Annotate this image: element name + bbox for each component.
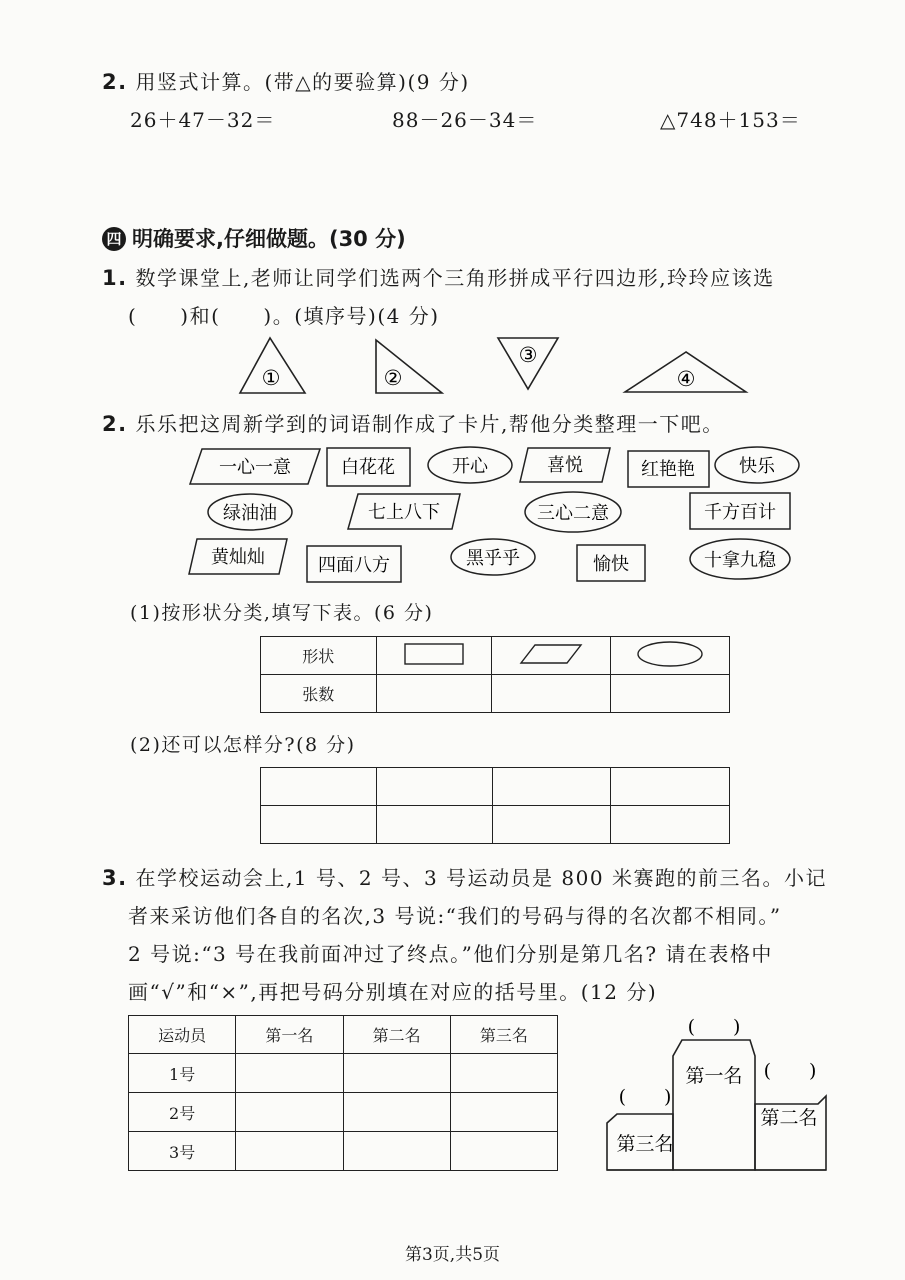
answer-cell[interactable]: [376, 768, 492, 806]
answer-cell[interactable]: [236, 1054, 343, 1093]
row-label: 张数: [261, 675, 377, 713]
section-title: 明确要求,仔细做题。(30 分): [132, 227, 406, 251]
parallelogram-shape: [519, 641, 583, 667]
triangle-2-label: ②: [383, 366, 403, 390]
card-text: 黄灿灿: [211, 547, 265, 568]
card-text: 快乐: [739, 456, 775, 477]
row-label: 1号: [129, 1054, 236, 1093]
triangle-3-label: ③: [518, 343, 538, 367]
s4-question-2: [102, 408, 724, 437]
question-number: 2.: [102, 70, 128, 94]
card-text: 十拿九稳: [704, 550, 776, 571]
third-place-label: 第三名: [616, 1133, 674, 1155]
answer-cell[interactable]: [611, 675, 730, 713]
table-row: [261, 637, 730, 675]
table-row: [261, 768, 730, 806]
answer-cell[interactable]: [611, 768, 730, 806]
shape-parallelogram-cell: [492, 637, 611, 675]
answer-cell[interactable]: [376, 806, 492, 844]
answer-cell[interactable]: [450, 1093, 557, 1132]
question-number: 3.: [102, 866, 128, 890]
card-text: 喜悦: [547, 455, 583, 476]
question-text-line3: 2 号说:“3 号在我前面冲过了终点。”他们分别是第几名? 请在表格中: [128, 942, 773, 966]
table-row: [261, 675, 730, 713]
card-text: 愉快: [593, 554, 629, 575]
table-row: [129, 1093, 558, 1132]
question-text-line1: 在学校运动会上,1 号、2 号、3 号运动员是 800 米赛跑的前三名。小记: [135, 866, 827, 890]
question-2: [102, 66, 470, 95]
answer-cell[interactable]: [492, 806, 611, 844]
triangle-4-label: ④: [676, 367, 696, 391]
card-text: 一心一意: [219, 457, 291, 478]
shape-count-table: [260, 636, 730, 713]
answer-cell[interactable]: [261, 768, 377, 806]
sub-question-1: (1)按形状分类,填写下表。(6 分): [130, 602, 434, 624]
answer-cell[interactable]: [492, 768, 611, 806]
expression-3: △748＋153＝: [660, 108, 801, 132]
card-text: 三心二意: [537, 503, 609, 524]
question-text-line4: 画“√”和“×”,再把号码分别填在对应的括号里。(12 分): [128, 980, 658, 1004]
card-text: 开心: [452, 456, 488, 477]
card-text: 白花花: [341, 457, 395, 478]
podium-figure: [590, 1010, 850, 1180]
answer-cell[interactable]: [611, 806, 730, 844]
card-text: 千方百计: [704, 502, 776, 523]
ranking-table: [128, 1015, 558, 1171]
triangle-1-label: ①: [261, 366, 281, 390]
first-place-bracket[interactable]: ( ): [687, 1016, 741, 1038]
question-text-line2: 者来采访他们各自的名次,3 号说:“我们的号码与得的名次都不相同。”: [128, 904, 782, 928]
card-text: 红艳艳: [641, 459, 695, 480]
row-label: 形状: [261, 637, 377, 675]
third-place-bracket[interactable]: ( ): [618, 1086, 672, 1108]
second-place-bracket[interactable]: ( ): [763, 1060, 817, 1082]
answer-cell[interactable]: [343, 1054, 450, 1093]
table-row: [129, 1054, 558, 1093]
answer-cell[interactable]: [236, 1132, 343, 1171]
card-text: 绿油油: [223, 503, 277, 524]
answer-cell[interactable]: [450, 1054, 557, 1093]
column-header: 第三名: [450, 1016, 557, 1054]
expression-2: 88－26－34＝: [392, 108, 538, 132]
question-text-line1: 数学课堂上,老师让同学们选两个三角形拼成平行四边形,玲玲应该选: [135, 266, 775, 290]
row-label: 2号: [129, 1093, 236, 1132]
question-text: 用竖式计算。(带△的要验算)(9 分): [135, 70, 470, 94]
column-header: 第二名: [343, 1016, 450, 1054]
ellipse-shape: [635, 640, 705, 668]
answer-cell[interactable]: [450, 1132, 557, 1171]
card-text: 七上八下: [368, 502, 440, 523]
question-number: 2.: [102, 412, 128, 436]
podium-first: [673, 1040, 755, 1170]
rectangle-shape: [403, 641, 465, 667]
question-text: 乐乐把这周新学到的词语制作成了卡片,帮他分类整理一下吧。: [135, 412, 724, 436]
triangles-figure: [0, 330, 905, 400]
column-header: 运动员: [129, 1016, 236, 1054]
word-cards: [0, 440, 905, 590]
table-header-row: [129, 1016, 558, 1054]
second-place-label: 第二名: [760, 1107, 818, 1129]
answer-cell[interactable]: [343, 1132, 450, 1171]
card-text: 黑乎乎: [466, 548, 520, 569]
card-text: 四面八方: [318, 555, 390, 576]
question-text-line2: ( )和( )。(填序号)(4 分): [128, 304, 440, 328]
table-row: [129, 1132, 558, 1171]
column-header: 第一名: [236, 1016, 343, 1054]
shape-ellipse-cell: [611, 637, 730, 675]
answer-cell[interactable]: [236, 1093, 343, 1132]
answer-cell[interactable]: [492, 675, 611, 713]
classification-table: [260, 767, 730, 844]
first-place-label: 第一名: [685, 1065, 743, 1087]
section-header: [102, 223, 406, 253]
answer-cell[interactable]: [376, 675, 492, 713]
table-row: [261, 806, 730, 844]
section-badge: 四: [102, 227, 126, 251]
question-number: 1.: [102, 266, 128, 290]
page-footer: 第3页,共5页: [404, 1245, 501, 1265]
s4-question-1: [102, 262, 775, 291]
answer-cell[interactable]: [261, 806, 377, 844]
row-label: 3号: [129, 1132, 236, 1171]
sub-question-2: (2)还可以怎样分?(8 分): [130, 734, 356, 756]
expression-1: 26＋47－32＝: [130, 108, 276, 132]
shape-rect-cell: [376, 637, 492, 675]
s4-question-3: [102, 862, 827, 891]
answer-cell[interactable]: [343, 1093, 450, 1132]
